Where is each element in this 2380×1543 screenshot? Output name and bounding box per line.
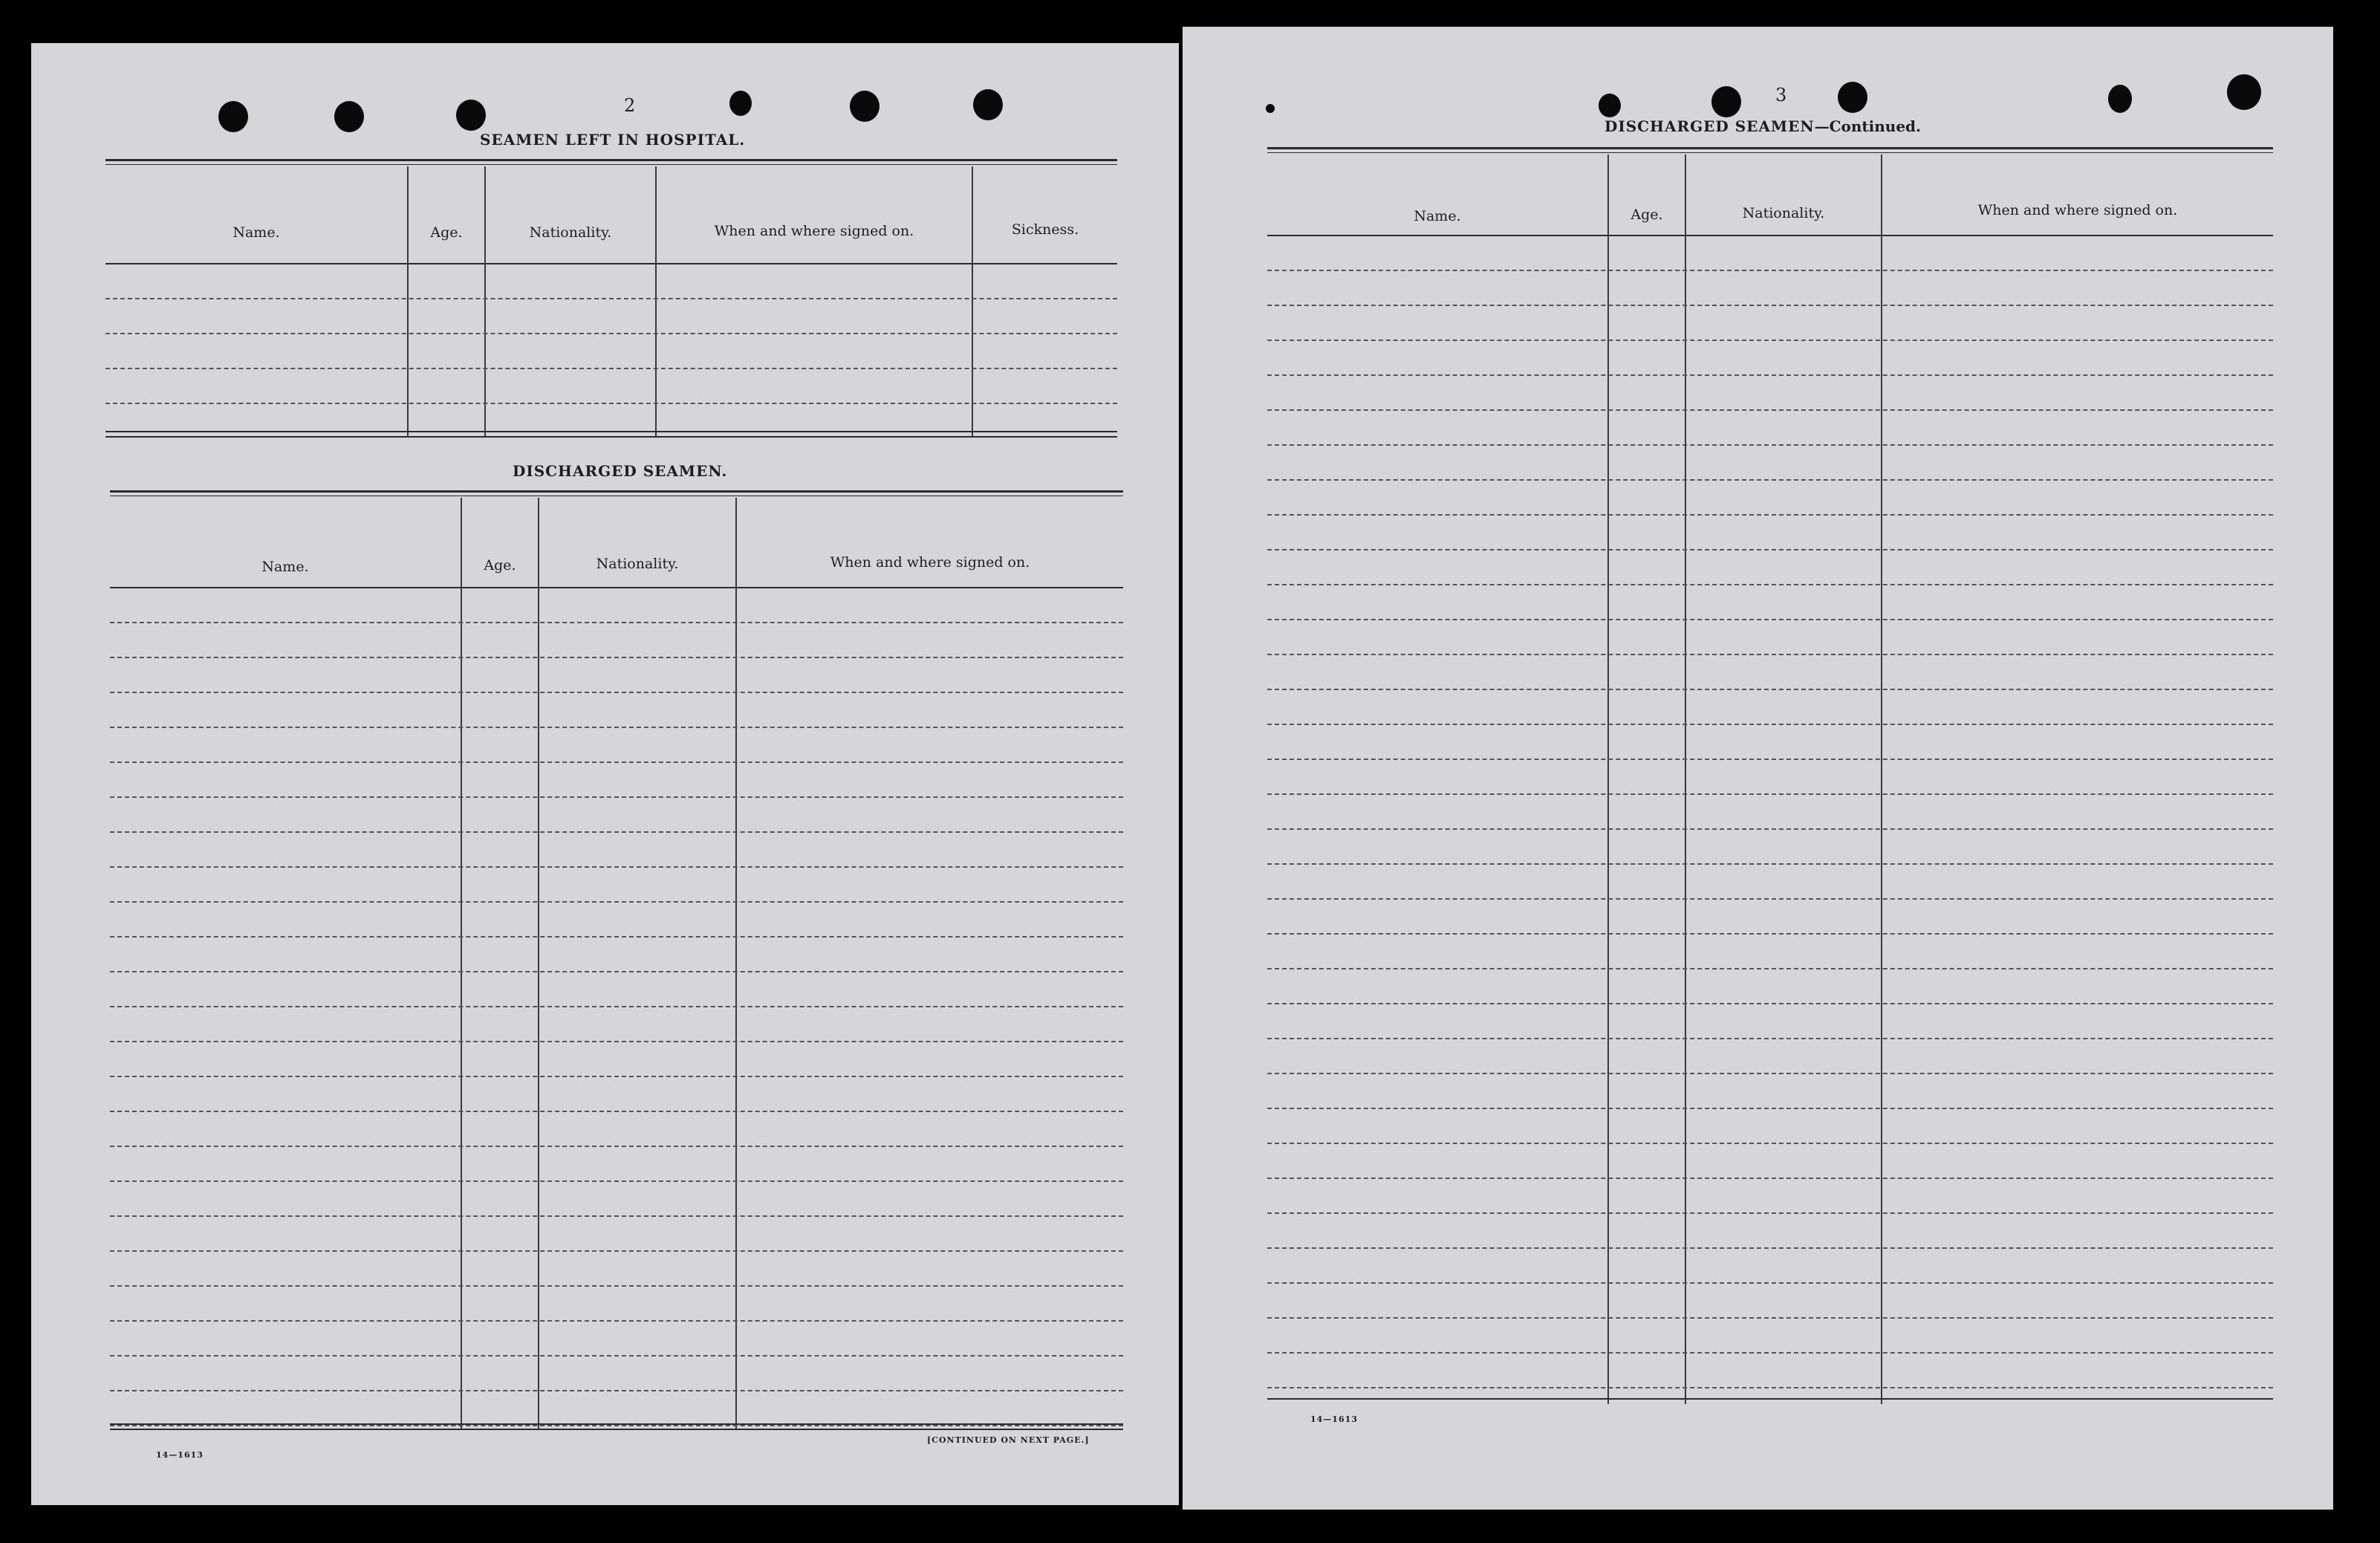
bottom-rule [110, 1423, 1123, 1425]
row-rule [1267, 898, 2273, 900]
right-page [1183, 27, 2333, 1510]
column-divider [1881, 155, 1882, 1404]
row-rule [110, 1041, 1123, 1042]
col-header-name: Name. [1414, 208, 1461, 224]
header-rule [1267, 235, 2273, 236]
row-rule [110, 831, 1123, 833]
row-rule [105, 298, 1117, 299]
row-rule [1267, 270, 2273, 271]
row-rule [110, 936, 1123, 938]
col-header-age: Age. [1630, 207, 1663, 223]
row-rule [110, 971, 1123, 972]
row-rule [110, 761, 1123, 763]
punch-hole [218, 101, 248, 132]
row-rule [1267, 1038, 2273, 1039]
col-header-name: Name. [261, 559, 309, 575]
col-header-sickness: Sickness. [1011, 221, 1079, 238]
row-rule [105, 403, 1117, 404]
row-rule [1267, 863, 2273, 865]
punch-hole [1838, 82, 1867, 113]
column-divider [735, 498, 737, 1429]
row-rule [1267, 1247, 2273, 1249]
bottom-rule [105, 436, 1117, 438]
row-rule [1267, 409, 2273, 411]
row-rule [1267, 758, 2273, 760]
row-rule [1267, 1282, 2273, 1284]
row-rule [110, 901, 1123, 903]
row-rule [1267, 1352, 2273, 1354]
row-rule [1267, 514, 2273, 516]
page-number: 2 [624, 95, 636, 116]
column-divider [484, 166, 486, 437]
row-rule [1267, 1073, 2273, 1074]
row-rule [110, 1425, 1123, 1426]
row-rule [110, 796, 1123, 798]
col-header-nationality: Nationality. [1742, 205, 1825, 221]
row-rule [1267, 1143, 2273, 1144]
row-rule [110, 1285, 1123, 1287]
col-header-nationality: Nationality. [596, 556, 679, 572]
punch-hole [973, 89, 1003, 120]
col-header-name: Name. [233, 224, 280, 241]
row-rule [1267, 444, 2273, 446]
punch-hole [2227, 74, 2261, 110]
row-rule [1267, 374, 2273, 376]
column-divider [972, 166, 973, 437]
bottom-rule [105, 431, 1117, 432]
column-divider [1607, 155, 1609, 1404]
punch-hole [1711, 86, 1741, 117]
column-divider [655, 166, 657, 437]
row-rule [1267, 1108, 2273, 1109]
column-divider [407, 166, 409, 437]
row-rule [110, 866, 1123, 868]
col-header-signed-on: When and where signed on. [1977, 202, 2178, 218]
row-rule [110, 1146, 1123, 1147]
row-rule [110, 1076, 1123, 1077]
col-header-age: Age. [484, 557, 516, 574]
row-rule [1267, 619, 2273, 620]
row-rule [1267, 305, 2273, 306]
row-rule [1267, 584, 2273, 585]
row-rule [110, 1390, 1123, 1391]
title-main: DISCHARGED SEAMEN [1604, 117, 1815, 135]
row-rule [1267, 933, 2273, 935]
row-rule [110, 692, 1123, 693]
form-number: 14—1613 [1310, 1414, 1358, 1424]
punch-hole [850, 91, 880, 122]
row-rule [1267, 968, 2273, 969]
section-title-discharged-continued [1604, 117, 1921, 135]
row-rule [105, 368, 1117, 369]
row-rule [1267, 1212, 2273, 1214]
punch-hole [1266, 104, 1275, 113]
form-number: 14—1613 [156, 1450, 204, 1460]
row-rule [110, 622, 1123, 623]
row-rule [1267, 1177, 2273, 1179]
col-header-age: Age. [430, 224, 463, 241]
row-rule [1267, 1317, 2273, 1319]
row-rule [110, 1180, 1123, 1182]
row-rule [110, 1215, 1123, 1217]
continued-note: [CONTINUED ON NEXT PAGE.] [927, 1435, 1090, 1445]
row-rule [1267, 689, 2273, 690]
row-rule [1267, 724, 2273, 725]
row-rule [110, 1111, 1123, 1112]
row-rule [105, 333, 1117, 334]
row-rule [1267, 793, 2273, 795]
row-rule [1267, 654, 2273, 655]
row-rule [110, 1355, 1123, 1357]
section-title-hospital: SEAMEN LEFT IN HOSPITAL. [480, 131, 746, 149]
bottom-rule [1267, 1398, 2273, 1400]
col-header-signed-on: When and where signed on. [714, 223, 914, 239]
hospital-table [105, 159, 1117, 437]
col-header-nationality: Nationality. [529, 224, 612, 241]
page-number: 3 [1775, 85, 1787, 105]
bottom-rule [110, 1429, 1123, 1430]
punch-hole [729, 91, 752, 116]
row-rule [110, 1250, 1123, 1252]
row-rule [110, 1006, 1123, 1007]
row-rule [1267, 1003, 2273, 1004]
row-rule [1267, 479, 2273, 481]
col-header-signed-on: When and where signed on. [830, 554, 1030, 571]
column-divider [538, 498, 539, 1429]
header-rule [105, 263, 1117, 264]
section-title-discharged: DISCHARGED SEAMEN. [513, 462, 728, 480]
header-rule [110, 587, 1123, 588]
row-rule [110, 1320, 1123, 1322]
row-rule [110, 727, 1123, 728]
row-rule [110, 657, 1123, 658]
row-rule [1267, 549, 2273, 550]
column-divider [1685, 155, 1686, 1404]
left-page [31, 43, 1179, 1505]
title-suffix: —Continued. [1814, 117, 1921, 135]
row-rule [1267, 828, 2273, 830]
row-rule [1267, 340, 2273, 341]
discharged-table [110, 490, 1123, 1429]
punch-hole [1599, 94, 1621, 117]
discharged-continued-table [1267, 147, 2273, 1404]
row-rule [1267, 1387, 2273, 1388]
column-divider [461, 498, 462, 1429]
punch-hole [2108, 85, 2132, 113]
punch-hole [334, 101, 364, 132]
punch-hole [456, 100, 486, 131]
